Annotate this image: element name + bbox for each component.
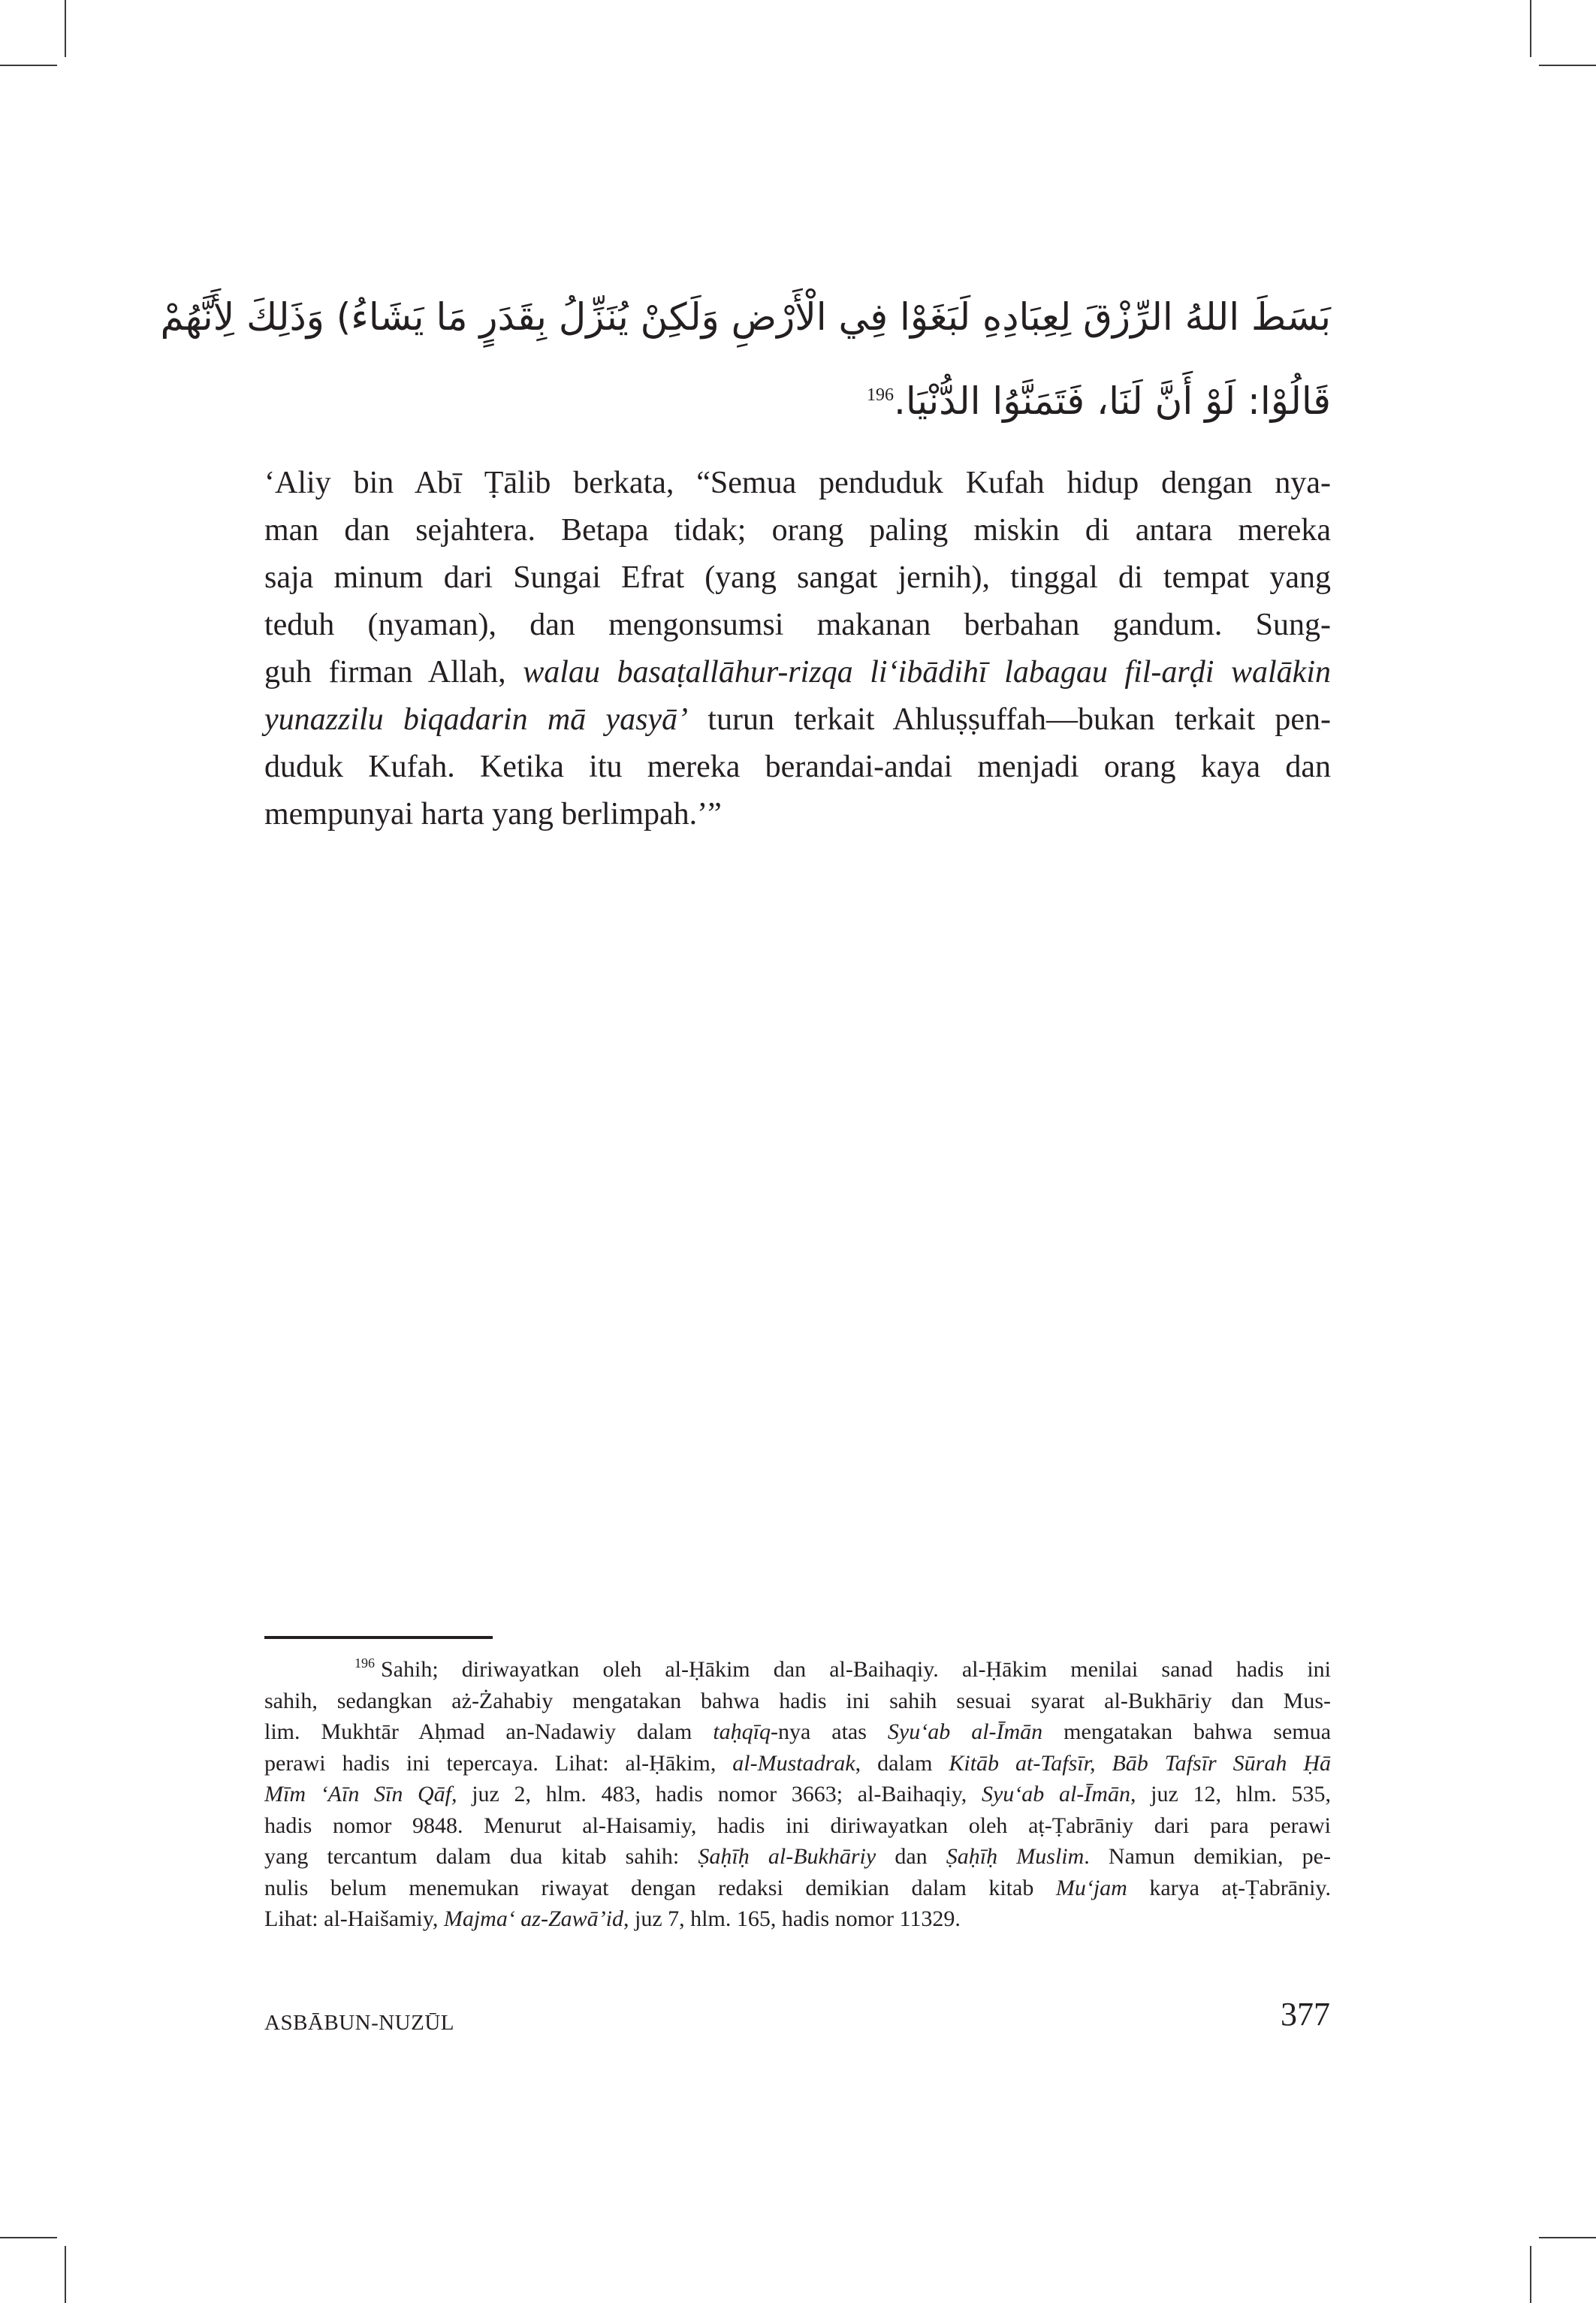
paragraph-line: [264, 649, 1331, 696]
footnote-196: [264, 1648, 1331, 1935]
footnote-line: [264, 1716, 1331, 1748]
paragraph-text: turun terkait Ahluṣṣuffah—bukan terkait pen-: [688, 702, 1331, 737]
crop-mark-top-left: [65, 0, 66, 57]
arabic-line-2-text: قَالُوْا: لَوْ أَنَّ لَنَا، فَتَمَنَّوُا الدُّنْيَا.: [894, 379, 1331, 423]
footnote-text: mengatakan bahwa semua: [1042, 1719, 1332, 1744]
crop-mark-top-left-h: [0, 65, 57, 66]
footnote-reference[interactable]: 196: [867, 385, 895, 405]
arabic-quotation: [160, 278, 1331, 440]
crop-mark-bottom-right: [1530, 2246, 1531, 2303]
crop-mark-top-right-h: [1539, 65, 1596, 66]
footnote-text: , juz 12, hlm. 535,: [1130, 1782, 1331, 1806]
footnote-italic: taḥqīq: [713, 1719, 771, 1744]
footnote-line: [264, 1748, 1331, 1779]
crop-mark-top-right: [1530, 0, 1531, 57]
transliteration-italic: walau basaṭallāhur-rizqa li‘ibādihī labagau fil-arḍi walākin: [523, 655, 1331, 690]
footnote-line: hadis nomor 9848. Menurut al-Haisamiy, hadis ini diriwayatkan oleh aṭ-Ṭabrāniy dari para perawi: [264, 1813, 1331, 1838]
footnote-text: lim. Mukhtār Aḥmad an-Nadawiy dalam: [264, 1719, 714, 1744]
paragraph-text: guh firman Allah,: [264, 655, 523, 690]
footnote-italic: Kitāb at-Tafsīr, Bāb Tafsīr Sūrah Ḥā: [949, 1750, 1331, 1776]
paragraph-line: ʻAliy bin Abī Ṭālib berkata, “Semua penduduk Kufah hidup dengan nya-: [264, 466, 1331, 500]
footnote-text: , dalam: [855, 1750, 949, 1776]
footnote-text: perawi hadis ini tepercaya. Lihat: al-Ḥākim,: [264, 1750, 733, 1776]
arabic-line-1: بَسَطَ اللهُ الرِّزْقَ لِعِبَادِهِ لَبَغَوْا فِي الْأَرْضِ وَلَكِنْ يُنَزِّلُ بِقَدَرٍ مَا يَشَاءُ) وَذَلِكَ لِأَنَّهُمْ: [160, 295, 1331, 339]
footnote-text: karya aṭ-Ṭabrāniy.: [1127, 1875, 1331, 1900]
paragraph-line: teduh (nyaman), dan mengonsumsi makanan berbahan gandum. Sung-: [264, 608, 1331, 642]
running-head: ASBĀBUN-NUZŪL: [264, 2011, 454, 2035]
footnote-line: [264, 1648, 1331, 1686]
footnote-text: Sahih; diriwayatkan oleh al-Ḥākim dan al-Baihaqiy. al-Ḥākim menilai sanad hadis ini: [381, 1657, 1331, 1682]
footnote-text: nulis belum menemukan riwayat dengan redaksi demikian dalam kitab: [264, 1875, 1056, 1900]
footnote-text: , juz 7, hlm. 165, hadis nomor 11329.: [623, 1906, 961, 1931]
footnote-italic: Mu‘jam: [1055, 1875, 1127, 1900]
crop-mark-bottom-left-h: [0, 2237, 57, 2238]
footnote-line: [264, 1779, 1331, 1810]
footnote-line: [264, 1873, 1331, 1904]
footnote-italic: Majma‘ az-Zawā’id: [443, 1906, 623, 1931]
footnote-text: juz 2, hlm. 483, hadis nomor 3663; al-Baihaqiy,: [457, 1782, 982, 1806]
footnote-text: Lihat: al-Haišamiy,: [264, 1906, 444, 1931]
body-paragraph: [264, 460, 1331, 838]
footnote-number: 196: [354, 1656, 375, 1671]
paragraph-line: [264, 696, 1331, 744]
arabic-line-2: [264, 356, 1331, 440]
footnote-italic: Syu‘ab al-Īmān: [887, 1719, 1043, 1744]
crop-mark-bottom-left: [65, 2246, 66, 2303]
footnote-italic: Syu‘ab al-Īmān: [981, 1782, 1130, 1806]
footnote-text: . Namun demikian, pe-: [1084, 1844, 1331, 1869]
paragraph-line: duduk Kufah. Ketika itu mereka berandai-andai menjadi orang kaya dan: [264, 750, 1331, 784]
footnote-italic: Mīm ʻAīn Sīn Qāf,: [264, 1782, 457, 1806]
footnote-italic: Ṣaḥīḥ al-Bukhāriy: [698, 1844, 876, 1869]
footnote-separator: [264, 1636, 493, 1639]
paragraph-line: mempunyai harta yang berlimpah.’”: [264, 797, 722, 832]
footnote-line: [264, 1841, 1331, 1873]
footnote-italic: al-Mustadrak: [732, 1750, 855, 1776]
footnote-text: dan: [876, 1844, 946, 1869]
footnote-line: sahih, sedangkan aż-Żahabiy mengatakan bahwa hadis ini sahih sesuai syarat al-Bukhāriy dan Mus-: [264, 1688, 1331, 1713]
footnote-line: [264, 1903, 1331, 1935]
footnote-italic: Ṣaḥīḥ Muslim: [946, 1844, 1085, 1869]
footnote-text: yang tercantum dalam dua kitab sahih:: [264, 1844, 698, 1869]
footnote-text: -nya atas: [770, 1719, 888, 1744]
transliteration-italic: yunazzilu biqadarin mā yasyā’: [264, 702, 689, 737]
crop-mark-bottom-right-h: [1539, 2237, 1596, 2238]
paragraph-line: man dan sejahtera. Betapa tidak; orang paling miskin di antara mereka: [264, 513, 1331, 548]
page-number: 377: [1281, 1996, 1330, 2033]
paragraph-line: saja minum dari Sungai Efrat (yang sangat jernih), tinggal di tempat yang: [264, 560, 1331, 595]
